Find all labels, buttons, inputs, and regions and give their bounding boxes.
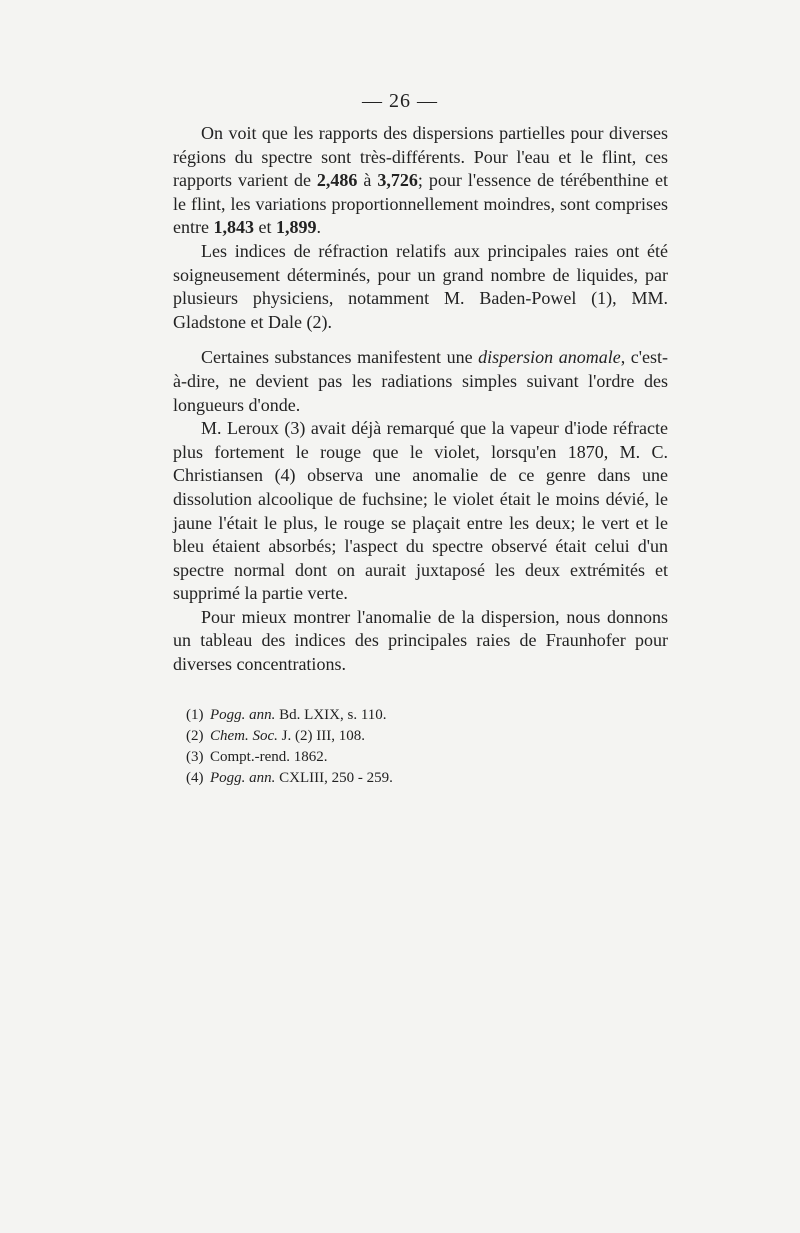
value-2486: 2,486 — [316, 170, 358, 191]
footnote-reference: Bd. LXIX, s. 110. — [275, 707, 387, 723]
footnote-reference: CXLIII, 250 - 259. — [275, 770, 393, 786]
footnote-source: Chem. Soc. — [210, 728, 278, 744]
footnote-2 — [186, 726, 586, 747]
page-number: — 26 — — [362, 90, 438, 112]
paragraph-2: Les indices de réfraction relatifs aux principales raies ont été soigneusement déterminés, pour un grand nombre de liquides, par plusieurs physiciens, notamment M. Baden-Powel (1), MM. Gladstone et Dale (2). — [173, 240, 668, 332]
text-segment: Certaines substances manifestent une — [201, 347, 479, 368]
value-1899: 1,899 — [275, 217, 317, 238]
text-segment: ; pour l'essence de térébenthine et le flint, les variations proportionnellement moindres, sont comprises entre — [173, 170, 668, 238]
text-segment: On voit que les rapports des dispersions partielles pour diverses régions du spectre sont très-différents. Pour l'eau et le flint, ces rapports varient de — [173, 123, 668, 191]
footnote-source: Pogg. ann. — [210, 707, 276, 723]
paragraph-3 — [173, 346, 668, 417]
paragraph-4: M. Leroux (3) avait déjà remarqué que la vapeur d'iode réfracte plus fortement le rouge que le violet, lorsqu'en 1870, M. C. Christiansen (4) observa une anomalie de ce genre dans une dissolution alcoolique de fuchsine; le violet était le moins dévié, le jaune l'était le plus, le rouge se plaçait entre les deux; le vert et le bleu étaient absorbés; l'aspect du spectre observé était celui d'un spectre normal dont on aurait juxtaposé les deux extrémités et supprimé la partie verte. — [173, 418, 668, 604]
text-segment: . — [316, 217, 321, 238]
emphasis-dispersion-anomale: dispersion anomale — [478, 347, 621, 368]
footnote-4 — [186, 768, 586, 789]
footnotes — [186, 705, 586, 789]
footnote-reference: Compt.-rend. 1862. — [210, 749, 328, 765]
body-text — [173, 122, 668, 677]
paragraph-5: Pour mieux montrer l'anomalie de la dispersion, nous donnons un tableau des indices des principales raies de Fraunhofer pour diverses concentrations. — [173, 606, 668, 675]
text-segment: et — [253, 217, 276, 238]
footnote-number: (2) — [186, 728, 204, 744]
value-1843: 1,843 — [213, 217, 254, 238]
footnote-reference: J. (2) III, 108. — [277, 728, 365, 744]
paragraph-1 — [173, 122, 668, 240]
footnote-number: (1) — [186, 707, 204, 723]
value-3726: 3,726 — [377, 170, 418, 191]
text-segment: à — [357, 170, 378, 191]
footnote-3 — [186, 747, 586, 768]
footnote-number: (3) — [186, 749, 204, 765]
text-segment: , c'est-à-dire, ne devient pas les radiations simples suivant l'ordre des longueurs d'onde. — [173, 347, 668, 415]
footnote-number: (4) — [186, 770, 204, 786]
footnote-1 — [186, 705, 586, 726]
footnote-source: Pogg. ann. — [210, 770, 276, 786]
